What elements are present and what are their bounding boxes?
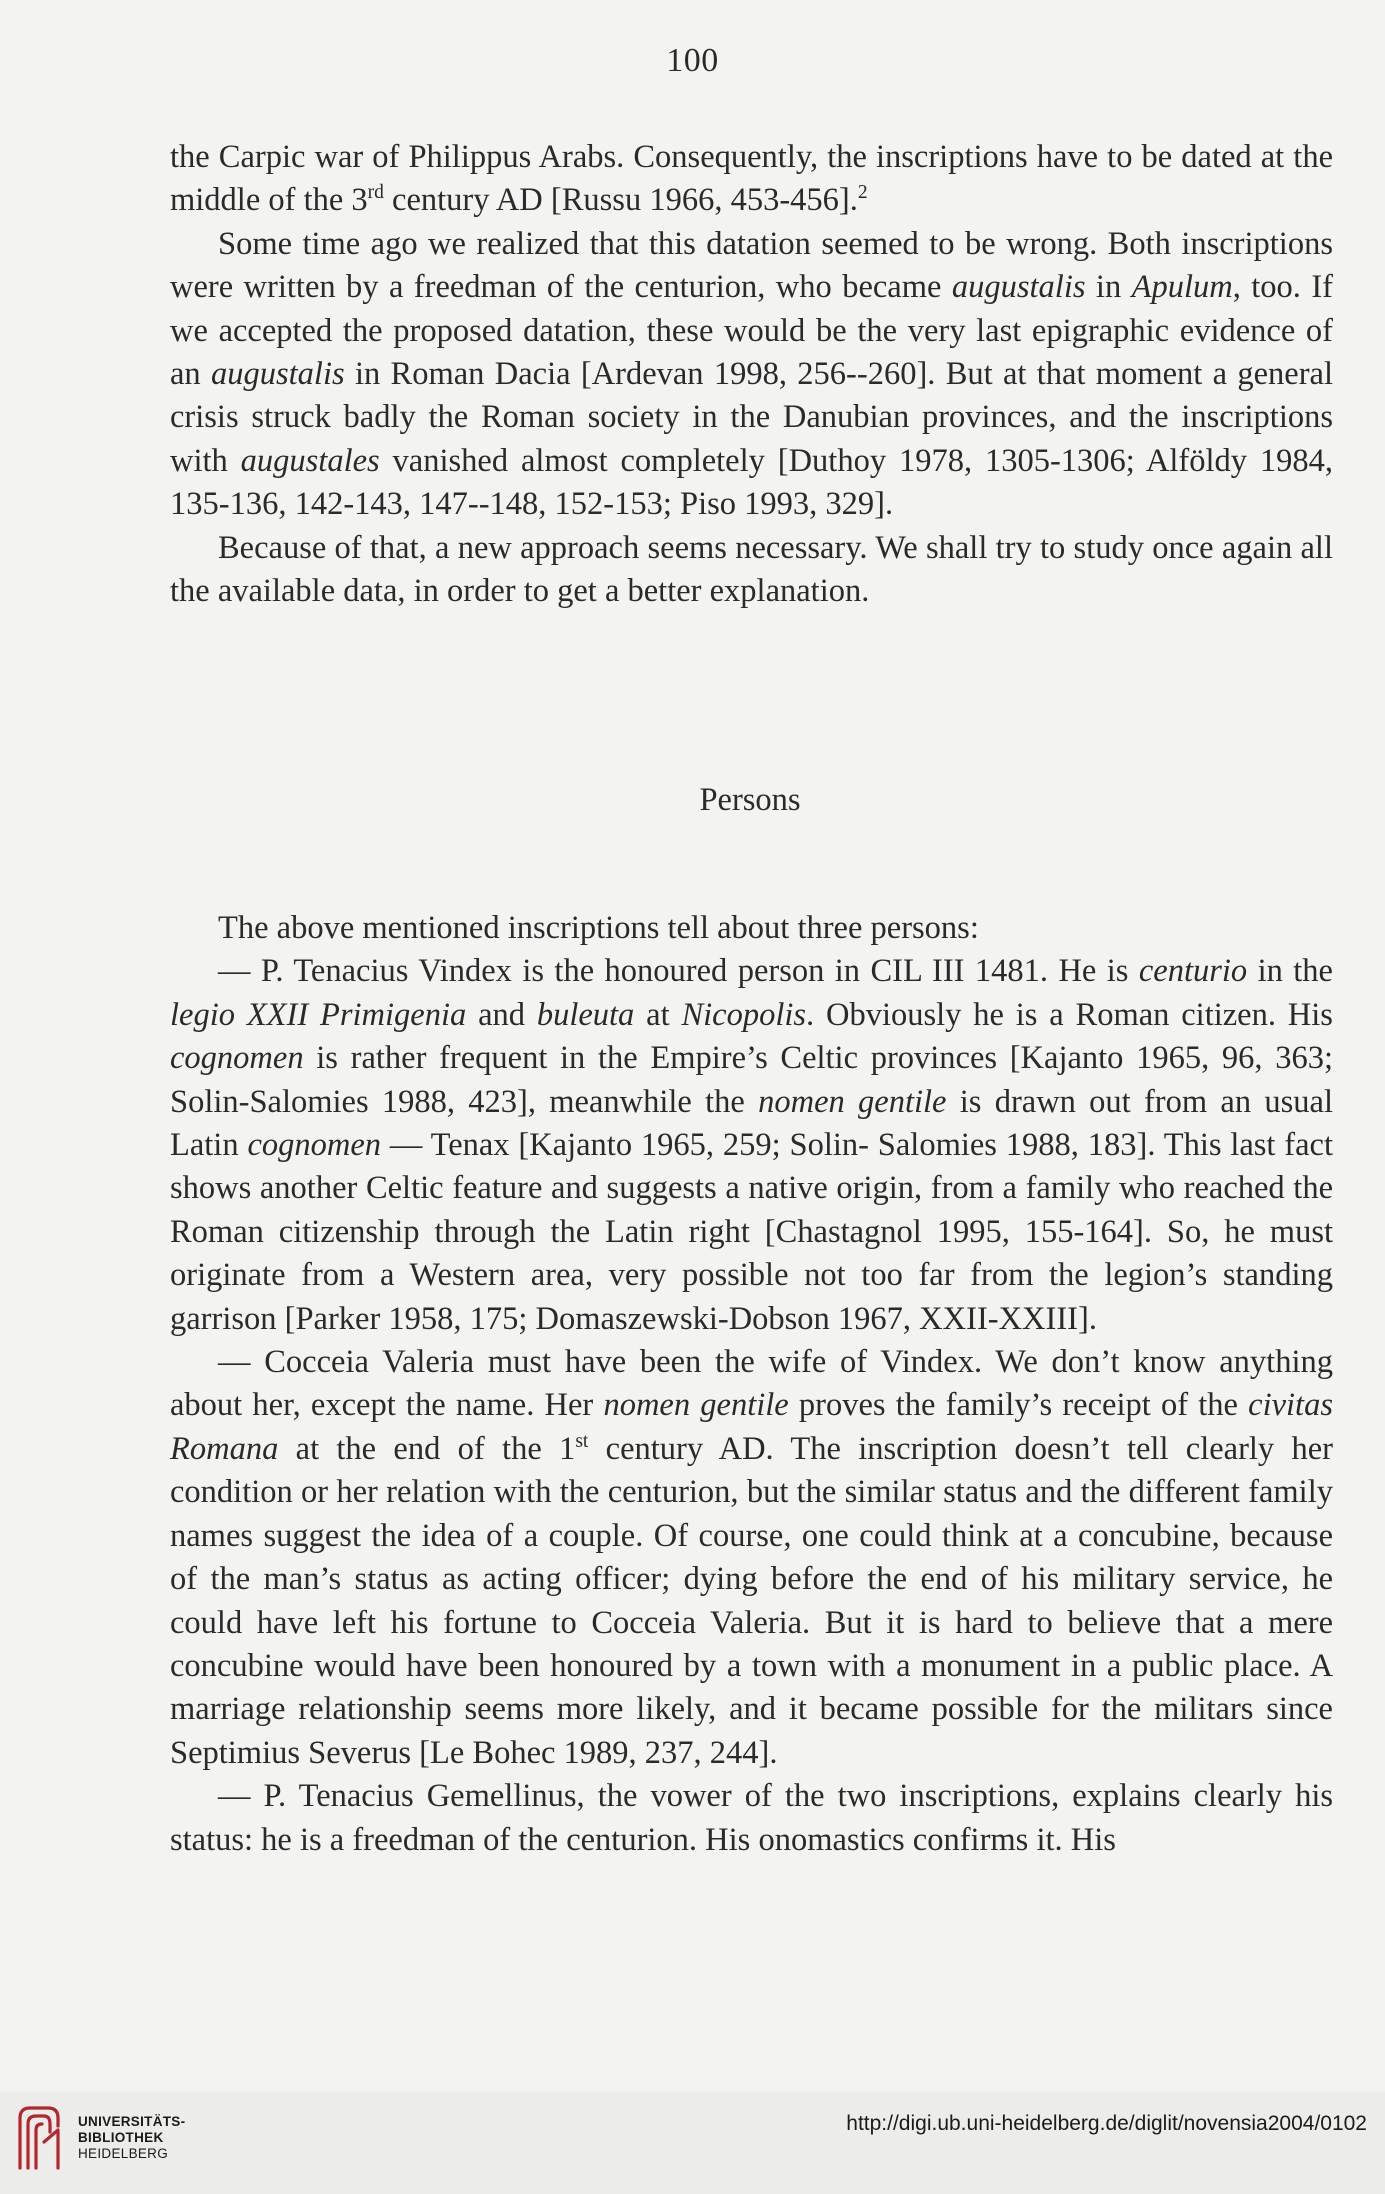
library-name-line-3: HEIDELBERG [78,2146,169,2161]
text-run: — P. Tenacius Vindex is the honoured person in CIL III 1481. He is [218,953,1139,990]
text-run: — P. Tenacius Gemellinus, the vower of the two inscriptions, explains clearly his status: he is a freedman of the centurion. His onomastics confirms it. His [170,1778,1333,1858]
library-name-line-2: BIBLIOTHEK [78,2130,164,2145]
text-run: is rather frequent in the Empire’s Celtic provinces [Kajanto 1965, 96, 363; Solin-Salomies 1988, 423], meanwhile the [170,1040,1333,1120]
text-run: century AD [Russu 1966, 453-456]. [383,182,858,219]
text-run: vanished almost completely [Duthoy 1978, 1305-1306; Alföldy 1984, 135-136, 142-143, 147--148, 152-153; Piso 1993, 329]. [170,442,1333,523]
body-text-block [170,907,1333,1862]
italic-term: cognomen [170,1040,304,1077]
paragraph [170,907,1333,950]
library-logo-icon [14,2102,66,2174]
paragraph [170,223,1333,527]
paragraph [170,136,1333,223]
text-run: in Roman Dacia [Ardevan 1998, 256--260]. But at that moment a general crisis struck badly the Roman society in the Danubian provinces, and the inscriptions with [170,356,1333,479]
paragraph [170,1341,1333,1775]
text-run: the Carpic war of Philippus Arabs. Consequently, the inscriptions have to be dated at the middle of the 3 [170,139,1333,219]
text-run: Because of that, a new approach seems necessary. We shall try to study once again all the available data, in order to get a better explanation. [170,529,1333,610]
text-run: , too. If we accepted the proposed datation, these would be the very last epigraphic evidence of an [170,269,1333,393]
text-run: proves the family’s receipt of the [788,1387,1249,1424]
text-run: . Obviously he is a Roman citizen. His [806,996,1333,1033]
paragraph [170,527,1333,614]
section-heading: Persons [699,782,801,818]
library-logo[interactable] [14,2102,185,2174]
text-run: — Tenax [Kajanto 1965, 259; Solin- Salomies 1988, 183]. This last fact shows another Celtic feature and suggests a native origin, from a family who reached the Roman citizenship through the Latin right [Chastagnol 1995, 155-164]. So, he must originate from a Western area, very possible not too far from the legion’s standing garrison [Parker 1958, 175; Domaszewski-Dobson 1967, XXII-XXIII]. [170,1127,1334,1337]
italic-term: augustalis [211,356,345,393]
footer-bar [0,2092,1385,2194]
italic-term: buleuta [536,996,635,1033]
text-run: at [634,996,682,1033]
library-name [78,2114,185,2162]
italic-term: cognomen [247,1127,382,1164]
italic-term: augustales [240,442,380,479]
italic-term: legio XXII Primigenia [170,996,467,1033]
italic-term: augustalis [951,269,1086,306]
superscript: rd [367,182,384,204]
text-run: The above mentioned inscriptions tell about three persons: [218,910,979,946]
text-run: and [466,996,537,1033]
italic-term: civitas Romana [170,1387,1333,1467]
intro-text-block [170,136,1333,613]
text-run: — Cocceia Valeria must have been the wife of Vindex. We don’t know anything about her, except the name. Her [170,1344,1333,1424]
superscript: st [575,1431,589,1453]
italic-term: nomen gentile [758,1083,947,1120]
superscript: 2 [857,182,868,204]
italic-term: centurio [1138,953,1248,990]
text-run: in the [1247,953,1333,990]
text-run: at the end of the 1 [278,1430,576,1467]
text-run: century AD. The inscription doesn’t tell clearly her condition or her relation with the centurion, but the similar status and the different family names suggest the idea of a couple. Of course, one could think at a concubine, because of the man’s status as acting officer; dying before the end of his military service, he could have left his fortune to Cocceia Valeria. But it is hard to believe that a mere concubine would have been honoured by a town with a monument in a public place. A marriage relationship seems more likely, and it became possible for the militars since Septimius Severus [Le Bohec 1989, 237, 244]. [170,1430,1333,1771]
library-name-line-1: UNIVERSITÄTS- [78,2114,186,2129]
paragraph [170,1775,1333,1862]
italic-term: nomen gentile [603,1387,789,1424]
italic-term: Apulum [1131,269,1233,306]
page-number: 100 [666,42,719,79]
text-run: in [1085,269,1132,306]
text-run: is drawn out from an usual Latin [170,1083,1333,1164]
paragraph [170,950,1333,1341]
text-run: Some time ago we realized that this datation seemed to be wrong. Both inscriptions were written by a freedman of the centurion, who became [170,225,1333,306]
source-url[interactable]: http://digi.ub.uni-heidelberg.de/diglit/novensia2004/0102 [846,2112,1367,2135]
italic-term: Nicopolis [681,996,807,1033]
